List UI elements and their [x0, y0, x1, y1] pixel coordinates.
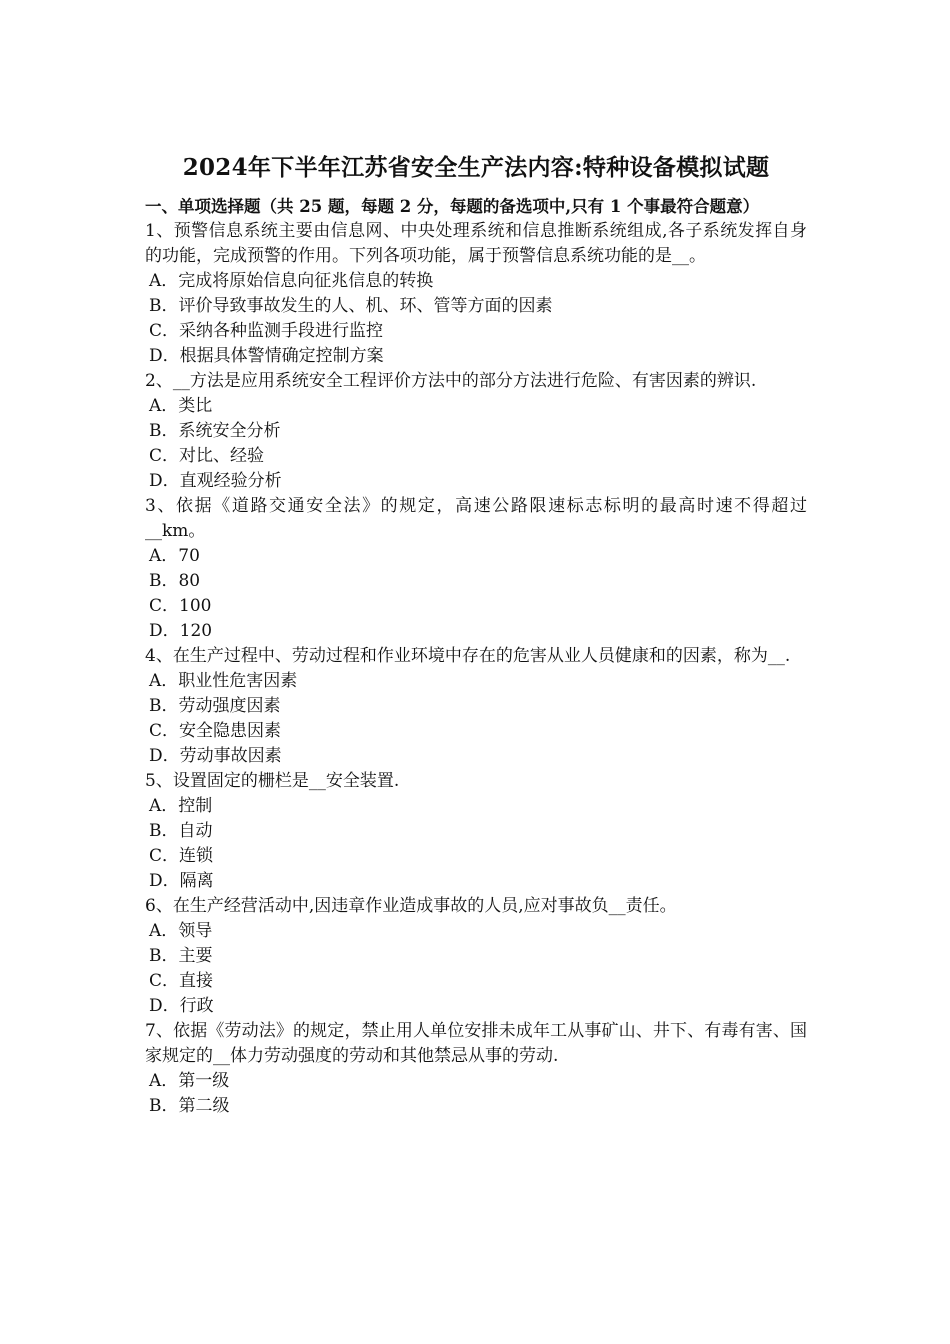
option-d: D．直观经验分析	[149, 471, 282, 491]
option-d: D．劳动事故因素	[149, 746, 282, 766]
question-3	[145, 494, 807, 644]
question-stem: 1、预警信息系统主要由信息网、中央处理系统和信息推断系统组成,各子系统发挥自身的功能，完成预警的作用。下列各项功能，属于预警信息系统功能的是__。	[145, 221, 807, 266]
option-a: A．70	[149, 546, 200, 566]
option-b: B．自动	[149, 821, 213, 841]
option-d: D．根据具体警情确定控制方案	[149, 346, 384, 366]
option-a: A．第一级	[149, 1071, 230, 1091]
section-heading: 一、单项选择题（共 25 题，每题 2 分，每题的备选项中,只有 1 个事最符合题意）	[145, 197, 760, 216]
question-4	[145, 644, 807, 769]
option-b: B．劳动强度因素	[149, 696, 281, 716]
option-b: B．主要	[149, 946, 213, 966]
option-c: C．连锁	[149, 846, 214, 866]
question-2	[145, 369, 807, 494]
question-stem: 6、在生产经营活动中,因违章作业造成事故的人员,应对事故负__责任。	[145, 896, 677, 916]
option-b: B．评价导致事故发生的人、机、环、管等方面的因素	[149, 296, 553, 316]
question-1	[145, 219, 807, 369]
page-title: 2024年下半年江苏省安全生产法内容:特种设备模拟试题	[182, 154, 770, 181]
option-d: D．120	[149, 621, 213, 641]
option-b: B．第二级	[149, 1096, 230, 1116]
option-c: C．对比、经验	[149, 446, 265, 466]
option-d: D．隔离	[149, 871, 214, 891]
question-stem: 3、依据《道路交通安全法》的规定，高速公路限速标志标明的最高时速不得超过__km。	[145, 496, 807, 541]
option-a: A．职业性危害因素	[149, 671, 298, 691]
option-a: A．领导	[149, 921, 213, 941]
question-stem: 4、在生产过程中、劳动过程和作业环境中存在的危害从业人员健康和的因素，称为__.	[145, 646, 791, 666]
option-b: B．80	[149, 571, 201, 591]
option-a: A．控制	[149, 796, 213, 816]
option-a: A．完成将原始信息向征兆信息的转换	[149, 271, 434, 291]
question-stem: 2、__方法是应用系统安全工程评价方法中的部分方法进行危险、有害因素的辨识.	[145, 371, 757, 391]
option-d: D．行政	[149, 996, 214, 1016]
option-c: C．采纳各种监测手段进行监控	[149, 321, 384, 341]
document-page	[145, 150, 807, 1119]
option-c: C．直接	[149, 971, 214, 991]
option-c: C．安全隐患因素	[149, 721, 282, 741]
option-c: C．100	[149, 596, 212, 616]
question-stem: 7、依据《劳动法》的规定，禁止用人单位安排未成年工从事矿山、井下、有毒有害、国家规定的__体力劳动强度的劳动和其他禁忌从事的劳动.	[145, 1021, 807, 1066]
option-a: A．类比	[149, 396, 213, 416]
question-6	[145, 894, 807, 1019]
question-stem: 5、设置固定的栅栏是__安全装置.	[145, 771, 400, 791]
question-7	[145, 1019, 807, 1119]
option-b: B．系统安全分析	[149, 421, 281, 441]
question-5	[145, 769, 807, 894]
